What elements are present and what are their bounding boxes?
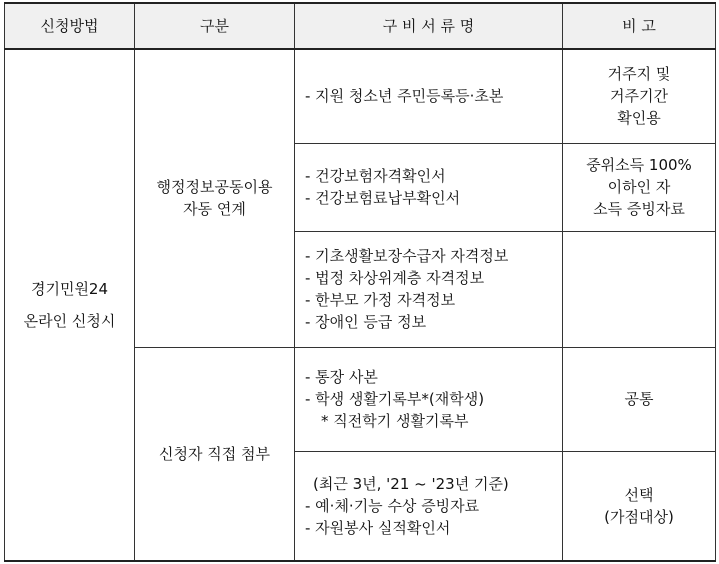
note-cell [563, 143, 716, 231]
category-line: 행정정보공동이용 [156, 178, 273, 197]
note-line: 거주기간 [610, 87, 668, 106]
documents-cell [295, 143, 563, 231]
header-category: 구분 [135, 3, 295, 49]
category-line: 자동 연계 [183, 200, 246, 219]
note-line: (가점대상) [604, 507, 674, 526]
method-line: 온라인 신청시 [23, 312, 116, 330]
note-cell [563, 347, 716, 451]
document-item: - 지원 청소년 주민등록등·초본 [305, 87, 504, 106]
table-row [5, 49, 716, 143]
document-item: - 장애인 등급 정보 [305, 313, 427, 331]
header-documents: 구 비 서 류 명 [295, 3, 563, 49]
note-line: 공통 [624, 390, 654, 408]
category-auto-cell [135, 49, 295, 347]
note-line: 확인용 [617, 109, 661, 128]
header-method: 신청방법 [5, 3, 135, 49]
note-cell [563, 451, 716, 561]
category-direct-cell: 신청자 직접 첨부 [135, 347, 295, 561]
documents-cell [295, 347, 563, 451]
document-item: - 법정 차상위계층 자격정보 [305, 269, 485, 287]
header-row [5, 3, 716, 49]
method-line: 경기민원24 [30, 280, 109, 298]
document-item: - 통장 사본 [305, 368, 378, 386]
document-item: - 학생 생활기록부*(재학생) [305, 390, 485, 408]
note-line: 이하인 자 [607, 178, 671, 196]
note-line: 거주지 및 [607, 65, 671, 84]
documents-cell [295, 231, 563, 347]
note-line: 중위소득 100% [586, 156, 692, 174]
note-line: 소득 증빙자료 [593, 200, 685, 218]
document-item: - 예·체·기능 수상 증빙자료 [305, 496, 480, 515]
document-item: - 자원봉사 실적확인서 [305, 518, 451, 537]
document-item: - 건강보험료납부확인서 [305, 189, 461, 207]
note-cell-empty [563, 231, 716, 347]
documents-cell [295, 451, 563, 561]
document-item: - 건강보험자격확인서 [305, 167, 446, 185]
method-cell [5, 49, 135, 561]
document-footnote: * 직전학기 생활기록부 [321, 412, 469, 430]
note-line: 선택 [624, 485, 654, 504]
document-period: (최근 3년, '21 ~ '23년 기준) [313, 474, 509, 493]
document-item: - 기초생활보장수급자 자격정보 [305, 247, 509, 265]
note-cell [563, 49, 716, 143]
header-notes: 비 고 [563, 3, 716, 49]
required-documents-table [4, 2, 716, 562]
documents-cell [295, 49, 563, 143]
document-item: - 한부모 가정 자격정보 [305, 291, 456, 309]
